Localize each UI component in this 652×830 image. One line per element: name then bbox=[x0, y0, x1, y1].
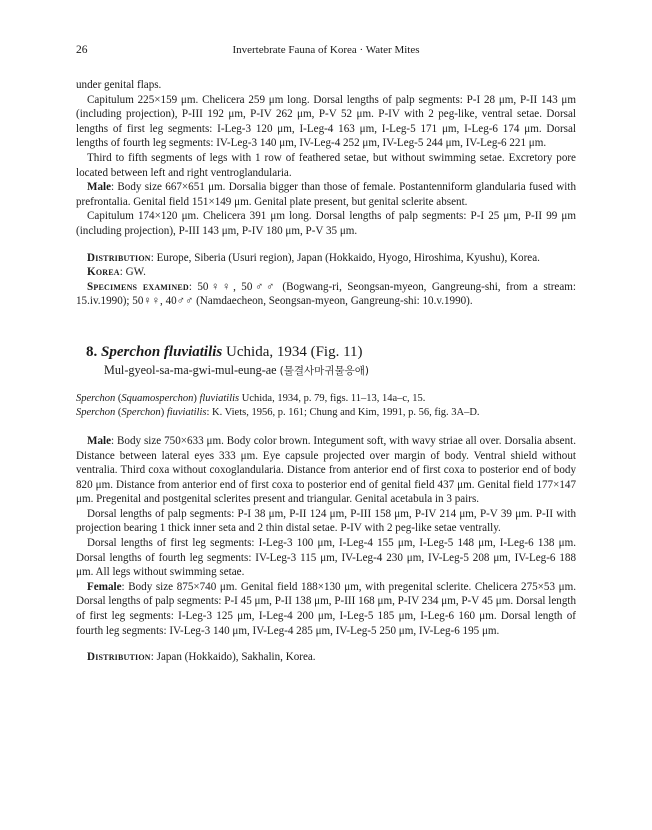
species-author: Uchida, 1934 (Fig. 11) bbox=[226, 343, 363, 360]
paragraph: Dorsal lengths of first leg segments: I-Leg-3 100 μm, I-Leg-4 155 μm, I-Leg-5 148 μm, I-Leg-6 138 μm. Dorsal lengths of fourth leg segments: IV-Leg-3 115 μm, IV-Leg-4 230 μm, IV-Leg-5 208 μm, IV-Leg-6 188 μm. All legs without swimming setae. bbox=[76, 537, 576, 579]
paragraph: Dorsal lengths of palp segments: P-I 38 μm, P-II 124 μm, P-III 158 μm, P-IV 214 μm, P-V 39 μm. P-II with projection bearing 1 thick inner seta and 2 thin distal setae. P-IV with 2 peg-like setae ventrally. bbox=[76, 507, 576, 535]
male-label: Male bbox=[87, 434, 112, 447]
male-label: Male bbox=[87, 181, 112, 194]
species-heading bbox=[86, 343, 576, 362]
korean-hangul: (물결사마귀물응애) bbox=[279, 364, 369, 377]
species-name: Sperchon fluviatilis bbox=[101, 343, 223, 360]
female-description: Female: Body size 875×740 μm. Genital field 188×130 μm, with pregenital sclerite. Chelicera 275×53 μm. Dorsal lengths of palp segments: P-I 45 μm, P-II 138 μm, P-III 168 μm, P-IV 234 μm, P-V 45 μm. Dorsal length of first leg segments: I-Leg-3 125 μm, I-Leg-4 200 μm, I-Leg-5 185 μm, I-Leg-6 160 μm. Dorsal length of fourth leg segments: IV-Leg-3 140 μm, IV-Leg-4 285 μm, IV-Leg-5 250 μm, IV-Leg-6 195 μm. bbox=[76, 580, 576, 637]
korea-label: Korea bbox=[87, 266, 120, 279]
running-title: Invertebrate Fauna of Korea · Water Mites bbox=[232, 44, 420, 56]
paragraph: Capitulum 225×159 μm. Chelicera 259 μm long. Dorsal lengths of palp segments: P-I 28 μm, P-II 143 μm (including projection), P-III 192 μm, P-IV 262 μm, P-V 52 μm. P-IV with 2 peg-like, ventral setae. Dorsal lengths of first leg segments: I-Leg-3 120 μm, I-Leg-4 163 μm, I-Leg-5 171 μm, I-Leg-6 174 μm. Dorsal lengths of fourth leg segments: IV-Leg-3 140 μm, IV-Leg-4 252 μm, IV-Leg-5 244 μm, IV-Leg-6 221 μm. bbox=[76, 93, 576, 150]
distribution-label: Distribution bbox=[87, 251, 151, 264]
specimens-label: Specimens examined bbox=[87, 280, 189, 293]
distribution-label: Distribution bbox=[87, 651, 151, 664]
female-label: Female bbox=[87, 580, 122, 593]
paragraph: Third to fifth segments of legs with 1 row of feathered setae, but without swimming setae. Excretory pore located between left and right ventroglandularia. bbox=[76, 151, 576, 179]
korean-name bbox=[104, 362, 576, 380]
male-paragraph: Male: Body size 667×651 μm. Dorsalia bigger than those of female. Postantenniform glandularia fused with prefrontalia. Genital field 151×149 μm. Genital plate present, but genital sclerite absent. bbox=[76, 181, 576, 208]
page-header bbox=[76, 44, 576, 60]
specimens-paragraph: Specimens examined: 50♀♀, 50♂♂ (Bogwang-ri, Seongsan-myeon, Gangreung-shi, from a stream: 15.iv.1990); 50♀♀, 40♂♂ (Namdaecheon, Seongsan-myeon, Gangreung-shi: 10.v.1990). bbox=[76, 280, 576, 308]
korean-romanized: Mul-gyeol-sa-ma-gwi-mul-eung-ae bbox=[104, 362, 277, 377]
distribution-paragraph: Distribution: Japan (Hokkaido), Sakhalin, Korea. bbox=[87, 651, 316, 664]
page-content bbox=[76, 78, 576, 665]
paragraph: under genital flaps. bbox=[76, 79, 162, 91]
synonym-line: Sperchon (Sperchon) fiuviatilis: K. Viets, 1956, p. 161; Chung and Kim, 1991, p. 56, fig. 3A–D. bbox=[76, 406, 480, 418]
species-number: 8. bbox=[86, 343, 98, 360]
page-number: 26 bbox=[76, 44, 88, 56]
distribution-paragraph: Distribution: Europe, Siberia (Usuri region), Japan (Hokkaido, Hyogo, Hiroshima, Kyushu), Korea. bbox=[87, 251, 540, 264]
paragraph: Capitulum 174×120 μm. Chelicera 391 μm long. Dorsal lengths of palp segments: P-I 25 μm, P-II 99 μm (including projection), P-III 143 μm, P-IV 180 μm, P-V 35 μm. bbox=[76, 210, 576, 237]
male-description: Male: Body size 750×633 μm. Body color brown. Integument soft, with wavy striae all over. Dorsalia absent. Distance between lateral eyes 333 μm. Eye capsule projected over margin of body. Ventral shield without ventralia. Third coxa without coxoglandularia. Distance from anterior end of first coxa to posterior end of body 820 μm. Distance from anterior end of first coxa to posterior end of genital field 437 μm. Genital field 177×147 μm. Pregenital and postgenital sclerites present and triangular. Genital acetabula in 3 pairs. bbox=[76, 434, 576, 506]
korea-paragraph: Korea: GW. bbox=[87, 266, 146, 279]
synonym-line: Sperchon (Squamosperchon) fluviatilis Uchida, 1934, p. 79, figs. 11–13, 14a–c, 15. bbox=[76, 392, 426, 404]
